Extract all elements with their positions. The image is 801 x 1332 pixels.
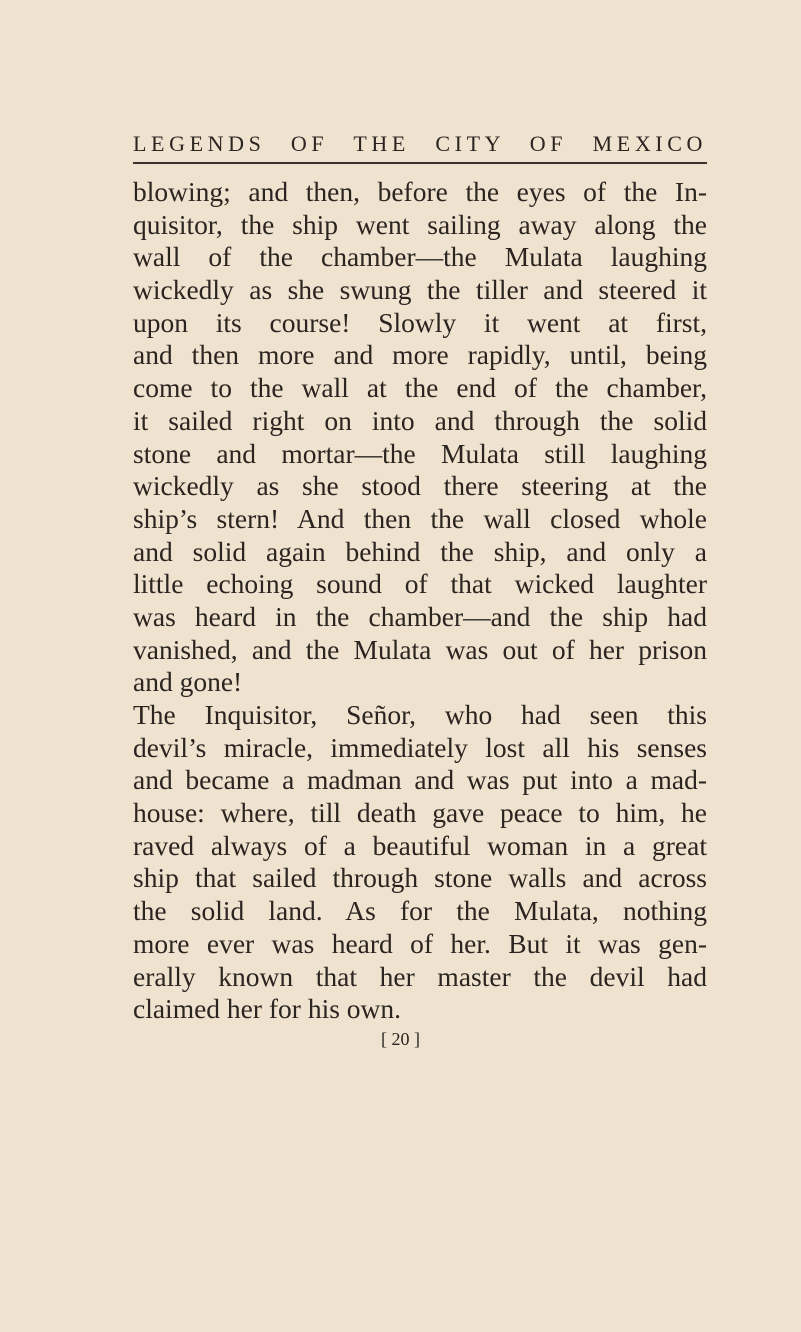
text-line: ship that sailed through stone walls and across <box>133 862 707 894</box>
text-line: upon its course! Slowly it went at first, <box>133 306 707 338</box>
text-line: come to the wall at the end of the chamber, <box>133 372 707 404</box>
text-line: wickedly as she swung the tiller and steered it <box>133 274 707 306</box>
text-line: was heard in the chamber—and the ship had <box>133 600 707 632</box>
text-line: and then more and more rapidly, until, being <box>133 339 707 371</box>
text-line: devil’s miracle, immediately lost all his senses <box>133 731 707 763</box>
header-rule <box>133 162 707 164</box>
text-line: claimed her for his own. <box>133 993 402 1025</box>
text-line: more ever was heard of her. But it was gen- <box>133 927 707 959</box>
running-head: LEGENDS OF THE CITY OF MEXICO <box>133 131 707 156</box>
text-line: little echoing sound of that wicked laughter <box>133 568 707 600</box>
page-number: [ 20 ] <box>381 1029 420 1049</box>
text-line: ship’s stern! And then the wall closed whole <box>133 502 707 534</box>
text-line: wall of the chamber—the Mulata laughing <box>133 241 707 273</box>
text-line: vanished, and the Mulata was out of her prison <box>133 633 707 665</box>
text-line: erally known that her master the devil had <box>133 960 707 992</box>
text-line: raved always of a beautiful woman in a great <box>133 829 707 861</box>
text-line: the solid land. As for the Mulata, nothing <box>133 895 707 927</box>
text-line: and gone! <box>133 666 243 698</box>
text-line: it sailed right on into and through the solid <box>133 404 707 436</box>
text-line: The Inquisitor, Señor, who had seen this <box>133 699 707 730</box>
page-body-text <box>133 176 707 1026</box>
text-line: and solid again behind the ship, and only a <box>133 535 707 567</box>
text-line: and became a madman and was put into a mad- <box>133 764 707 796</box>
text-line: blowing; and then, before the eyes of the In- <box>133 176 707 207</box>
text-line: stone and mortar—the Mulata still laughing <box>133 437 707 469</box>
text-line: wickedly as she stood there steering at the <box>133 470 707 502</box>
text-line: house: where, till death gave peace to him, he <box>133 797 707 829</box>
text-line: quisitor, the ship went sailing away along the <box>133 208 707 240</box>
